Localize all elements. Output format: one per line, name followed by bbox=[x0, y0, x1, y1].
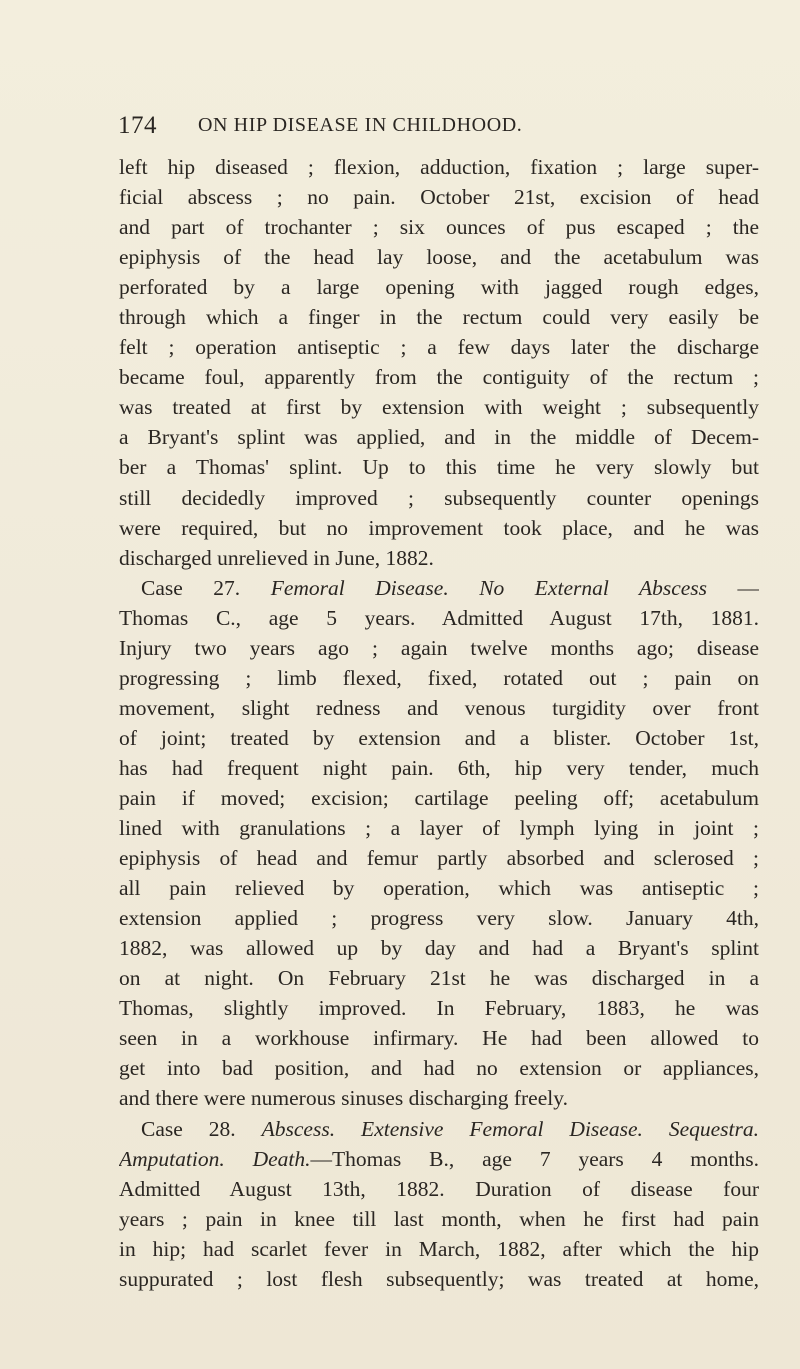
text-line: perforated by a large opening with jagged rough edges, bbox=[119, 275, 759, 300]
text-line: epiphysis of the head lay loose, and the acetabulum was bbox=[119, 245, 759, 270]
text-line: has had frequent night pain. 6th, hip very tender, much bbox=[119, 755, 759, 780]
text-line: ficial abscess ; no pain. October 21st, excision of head bbox=[119, 185, 759, 210]
text-line: movement, slight redness and venous turgidity over front bbox=[119, 695, 759, 720]
text-line: Admitted August 13th, 1882. Duration of disease four bbox=[119, 1176, 759, 1201]
case-27-prefix: Case 27. bbox=[141, 575, 241, 600]
text-line: still decidedly improved ; subsequently counter openings bbox=[119, 485, 759, 510]
text-line: progressing ; limb flexed, fixed, rotated out ; pain on bbox=[119, 665, 759, 690]
text-line: all pain relieved by operation, which was antiseptic ; bbox=[119, 876, 759, 901]
text-line: of joint; treated by extension and a blister. October 1st, bbox=[119, 725, 759, 750]
text-line: through which a finger in the rectum could very easily be bbox=[119, 305, 759, 330]
text-line: Injury two years ago ; again twelve months ago; disease bbox=[119, 635, 759, 660]
text-line: in hip; had scarlet fever in March, 1882, after which the hip bbox=[119, 1236, 759, 1261]
text-line: a Bryant's splint was applied, and in the middle of Decem- bbox=[119, 425, 759, 450]
text-line: on at night. On February 21st he was discharged in a bbox=[119, 966, 759, 991]
text-line: epiphysis of head and femur partly absorbed and sclerosed ; bbox=[119, 846, 759, 871]
text-line: became foul, apparently from the contiguity of the rectum ; bbox=[119, 365, 759, 390]
text-line: ber a Thomas' splint. Up to this time he very slowly but bbox=[119, 455, 759, 480]
page-number: 174 bbox=[118, 112, 157, 139]
text-line: get into bad position, and had no extension or appliances, bbox=[119, 1056, 759, 1081]
text-line: years ; pain in knee till last month, when he first had pain bbox=[119, 1206, 759, 1231]
page-header bbox=[118, 112, 758, 146]
running-head: ON HIP DISEASE IN CHILDHOOD. bbox=[198, 114, 523, 136]
text-line: and part of trochanter ; six ounces of pus escaped ; the bbox=[119, 215, 759, 240]
text-line: felt ; operation antiseptic ; a few days later the discharge bbox=[119, 335, 759, 360]
text-line: seen in a workhouse infirmary. He had been allowed to bbox=[119, 1026, 759, 1051]
text-line: lined with granulations ; a layer of lymph lying in joint ; bbox=[119, 816, 759, 841]
text-line: suppurated ; lost flesh subsequently; was treated at home, bbox=[119, 1266, 759, 1291]
text-line: Thomas, slightly improved. In February, 1883, he was bbox=[119, 996, 759, 1021]
case-27-heading bbox=[119, 573, 759, 603]
case-28-heading bbox=[119, 1114, 759, 1144]
text-line: was treated at first by extension with weight ; subsequently bbox=[119, 395, 759, 420]
case-28-intro: —Thomas B., age 7 years 4 months. bbox=[310, 1146, 759, 1171]
text-line: 1882, was allowed up by day and had a Bryant's splint bbox=[119, 936, 759, 961]
text-line: extension applied ; progress very slow. January 4th, bbox=[119, 906, 759, 931]
case-27-title: Femoral Disease. No External Abscess bbox=[270, 575, 708, 600]
text-line: left hip diseased ; flexion, adduction, fixation ; large super- bbox=[119, 155, 759, 179]
text-line: were required, but no improvement took place, and he was bbox=[119, 515, 759, 540]
text-line: Thomas C., age 5 years. Admitted August 17th, 1881. bbox=[119, 605, 759, 630]
case-28-prefix: Case 28. bbox=[141, 1116, 236, 1141]
text-line: discharged unrelieved in June, 1882. bbox=[119, 545, 434, 570]
case-27-dash: — bbox=[707, 575, 759, 600]
case-28-title-1: Abscess. Extensive Femoral Disease. Sequestra. bbox=[261, 1116, 759, 1141]
case-28-heading-continued bbox=[119, 1144, 759, 1174]
case-28-title-2: Amputation. Death. bbox=[119, 1146, 311, 1171]
text-line: and there were numerous sinuses discharging freely. bbox=[119, 1086, 568, 1111]
body-text bbox=[119, 152, 759, 1294]
text-line: pain if moved; excision; cartilage peeling off; acetabulum bbox=[119, 785, 759, 810]
